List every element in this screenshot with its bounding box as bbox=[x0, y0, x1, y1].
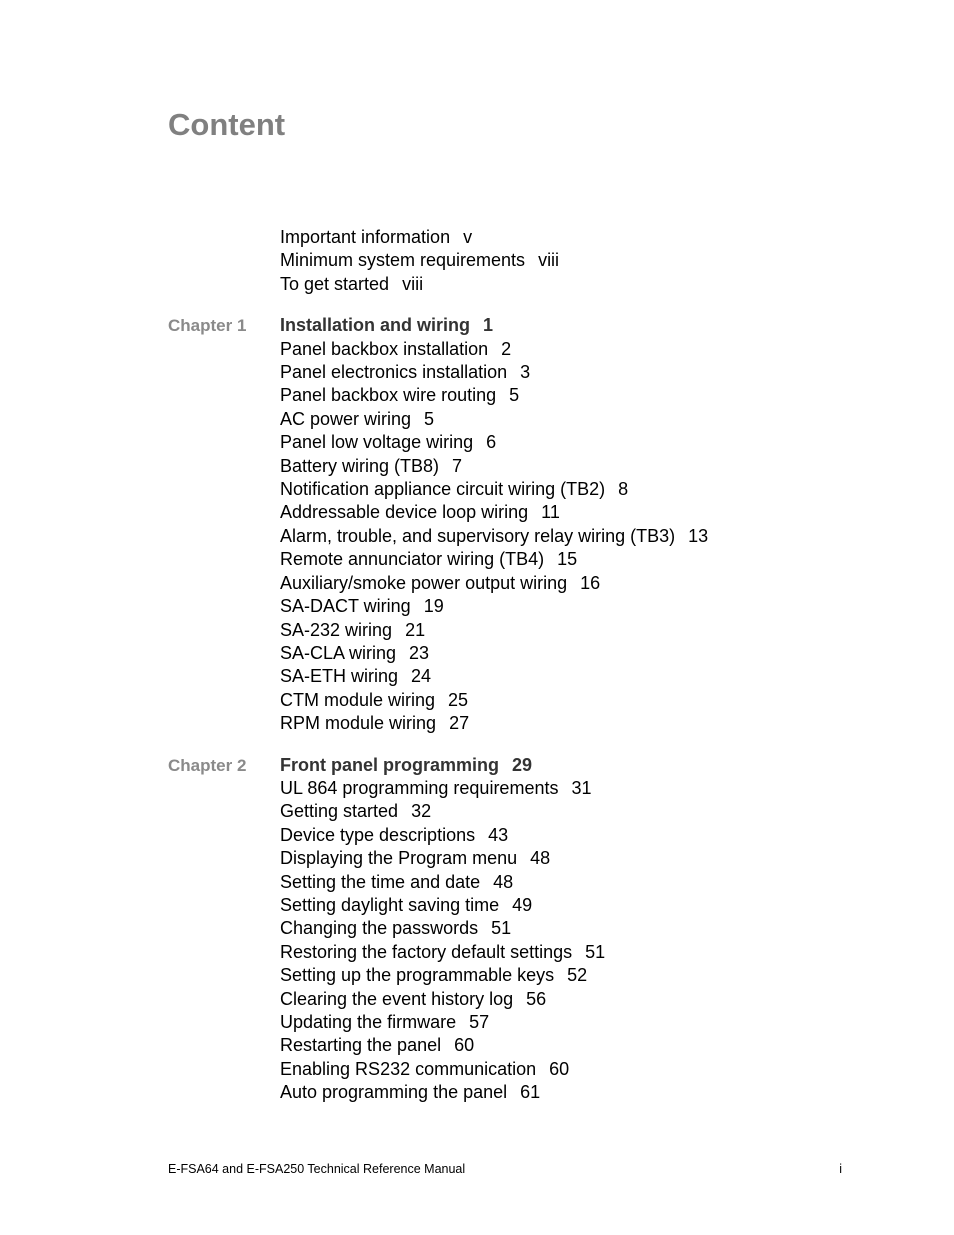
toc-entry[interactable] bbox=[280, 917, 868, 940]
toc-entry[interactable] bbox=[280, 871, 868, 894]
entry-page: 8 bbox=[618, 479, 629, 500]
front-matter-entries bbox=[280, 226, 868, 296]
chapter-title: Front panel programming bbox=[280, 754, 500, 775]
entry-title: Addressable device loop wiring bbox=[280, 502, 529, 523]
entry-page: 25 bbox=[448, 689, 469, 710]
entry-page: 51 bbox=[491, 918, 512, 939]
entry-title: AC power wiring bbox=[280, 408, 412, 429]
page-footer bbox=[168, 1162, 842, 1176]
toc-entry[interactable] bbox=[280, 431, 868, 454]
toc-entry[interactable] bbox=[280, 665, 868, 688]
entry-page: 11 bbox=[541, 502, 560, 523]
front-matter-section bbox=[168, 226, 868, 296]
entry-page: 48 bbox=[530, 848, 551, 869]
toc-entry[interactable] bbox=[280, 847, 868, 870]
entry-page: v bbox=[463, 227, 473, 247]
entry-page: 27 bbox=[449, 713, 470, 734]
entry-page: 21 bbox=[405, 619, 426, 640]
entry-page: 7 bbox=[452, 455, 463, 476]
toc-entry[interactable] bbox=[280, 941, 868, 964]
entry-title: Alarm, trouble, and supervisory relay wiring (TB3) bbox=[280, 525, 676, 546]
toc-entry[interactable] bbox=[280, 226, 868, 249]
entry-title: Setting the time and date bbox=[280, 871, 481, 892]
toc-entry[interactable] bbox=[280, 525, 868, 548]
chapter-page: 29 bbox=[512, 754, 533, 775]
entry-title: UL 864 programming requirements bbox=[280, 777, 559, 798]
chapter-1-entries bbox=[280, 314, 868, 735]
table-of-contents bbox=[168, 226, 868, 1123]
toc-entry[interactable] bbox=[280, 964, 868, 987]
toc-entry[interactable] bbox=[280, 642, 868, 665]
entry-page: 6 bbox=[486, 432, 497, 453]
entry-page: 13 bbox=[688, 525, 709, 546]
entry-title: Changing the passwords bbox=[280, 918, 479, 939]
entry-title: Notification appliance circuit wiring (TB2) bbox=[280, 479, 606, 500]
toc-entry[interactable] bbox=[280, 249, 868, 272]
entry-page: 23 bbox=[409, 642, 430, 663]
footer-page-number: i bbox=[839, 1162, 842, 1176]
entry-page: 57 bbox=[469, 1012, 490, 1032]
chapter-2-title-entry[interactable] bbox=[280, 754, 868, 777]
entry-title: Updating the firmware bbox=[280, 1012, 457, 1032]
entry-page: 60 bbox=[454, 1035, 475, 1056]
entry-page: 48 bbox=[493, 871, 514, 892]
toc-entry[interactable] bbox=[280, 455, 868, 478]
page-title: Content bbox=[168, 107, 286, 142]
entry-title: CTM module wiring bbox=[280, 689, 436, 710]
toc-entry[interactable] bbox=[280, 572, 868, 595]
entry-title: SA-DACT wiring bbox=[280, 596, 411, 617]
toc-entry[interactable] bbox=[280, 595, 868, 618]
toc-entry[interactable] bbox=[280, 800, 868, 823]
entry-page: 3 bbox=[520, 362, 531, 383]
entry-page: 60 bbox=[549, 1058, 570, 1079]
chapter-1-title-entry[interactable] bbox=[280, 314, 868, 337]
chapter-1-label: Chapter 1 bbox=[168, 316, 247, 336]
chapter-page: 1 bbox=[483, 315, 494, 336]
entry-title: Restoring the factory default settings bbox=[280, 941, 573, 962]
toc-entry[interactable] bbox=[280, 338, 868, 361]
entry-title: Auxiliary/smoke power output wiring bbox=[280, 572, 568, 593]
entry-title: SA-CLA wiring bbox=[280, 642, 397, 663]
chapter-2-entries bbox=[280, 754, 868, 1105]
toc-entry[interactable] bbox=[280, 501, 868, 524]
chapter-2-section bbox=[168, 754, 868, 1105]
toc-entry[interactable] bbox=[280, 384, 868, 407]
toc-entry[interactable] bbox=[280, 361, 868, 384]
entry-page: 32 bbox=[411, 801, 432, 822]
entry-title: Restarting the panel bbox=[280, 1035, 442, 1056]
entry-page: 5 bbox=[424, 408, 435, 429]
entry-title: Enabling RS232 communication bbox=[280, 1058, 537, 1079]
footer-manual-title: E-FSA64 and E-FSA250 Technical Reference Manual bbox=[168, 1162, 466, 1176]
entry-page: 5 bbox=[509, 385, 520, 406]
entry-page: viii bbox=[538, 250, 560, 271]
entry-title: Displaying the Program menu bbox=[280, 848, 518, 869]
chapter-1-section bbox=[168, 314, 868, 735]
entry-title: Getting started bbox=[280, 801, 399, 822]
entry-page: 15 bbox=[557, 549, 578, 570]
toc-entry[interactable] bbox=[280, 273, 868, 296]
chapter-title: Installation and wiring bbox=[280, 315, 471, 336]
entry-page: 61 bbox=[520, 1082, 541, 1103]
entry-title: Minimum system requirements bbox=[280, 250, 526, 271]
entry-title: Setting daylight saving time bbox=[280, 894, 500, 915]
entry-title: RPM module wiring bbox=[280, 713, 437, 734]
toc-entry[interactable] bbox=[280, 1034, 868, 1057]
entry-title: Battery wiring (TB8) bbox=[280, 455, 440, 476]
entry-title: Auto programming the panel bbox=[280, 1082, 508, 1103]
chapter-2-label: Chapter 2 bbox=[168, 755, 247, 775]
entry-page: 49 bbox=[512, 894, 533, 915]
toc-entry[interactable] bbox=[280, 712, 868, 735]
toc-entry[interactable] bbox=[280, 689, 868, 712]
entry-title: Setting up the programmable keys bbox=[280, 965, 555, 986]
toc-entry[interactable] bbox=[280, 408, 868, 431]
entry-page: 51 bbox=[585, 941, 606, 962]
entry-title: SA-232 wiring bbox=[280, 619, 393, 640]
entry-title: Clearing the event history log bbox=[280, 988, 514, 1009]
entry-title: Panel backbox installation bbox=[280, 338, 489, 359]
entry-title: Panel electronics installation bbox=[280, 362, 508, 383]
toc-entry[interactable] bbox=[280, 548, 868, 571]
toc-entry[interactable] bbox=[280, 478, 868, 501]
entry-page: 56 bbox=[526, 988, 547, 1009]
toc-entry[interactable] bbox=[280, 777, 868, 800]
entry-title: To get started bbox=[280, 273, 390, 294]
toc-entry[interactable] bbox=[280, 988, 868, 1011]
entry-page: 2 bbox=[501, 338, 512, 359]
entry-title: SA-ETH wiring bbox=[280, 666, 399, 687]
toc-entry[interactable] bbox=[280, 1058, 868, 1081]
entry-title: Remote annunciator wiring (TB4) bbox=[280, 549, 545, 570]
entry-page: 19 bbox=[423, 596, 444, 617]
entry-page: 16 bbox=[580, 572, 601, 593]
entry-title: Panel low voltage wiring bbox=[280, 432, 474, 453]
toc-entry[interactable] bbox=[280, 619, 868, 642]
entry-title: Panel backbox wire routing bbox=[280, 385, 497, 406]
entry-page: 31 bbox=[571, 777, 592, 798]
entry-title: Device type descriptions bbox=[280, 824, 476, 845]
entry-page: viii bbox=[402, 273, 424, 294]
toc-entry[interactable] bbox=[280, 894, 868, 917]
entry-page: 43 bbox=[488, 824, 509, 845]
toc-entry[interactable] bbox=[280, 1081, 868, 1104]
entry-page: 52 bbox=[567, 965, 588, 986]
toc-entry[interactable] bbox=[280, 824, 868, 847]
toc-entry[interactable] bbox=[280, 1011, 868, 1034]
entry-title: Important information bbox=[280, 227, 451, 247]
entry-page: 24 bbox=[411, 666, 432, 687]
